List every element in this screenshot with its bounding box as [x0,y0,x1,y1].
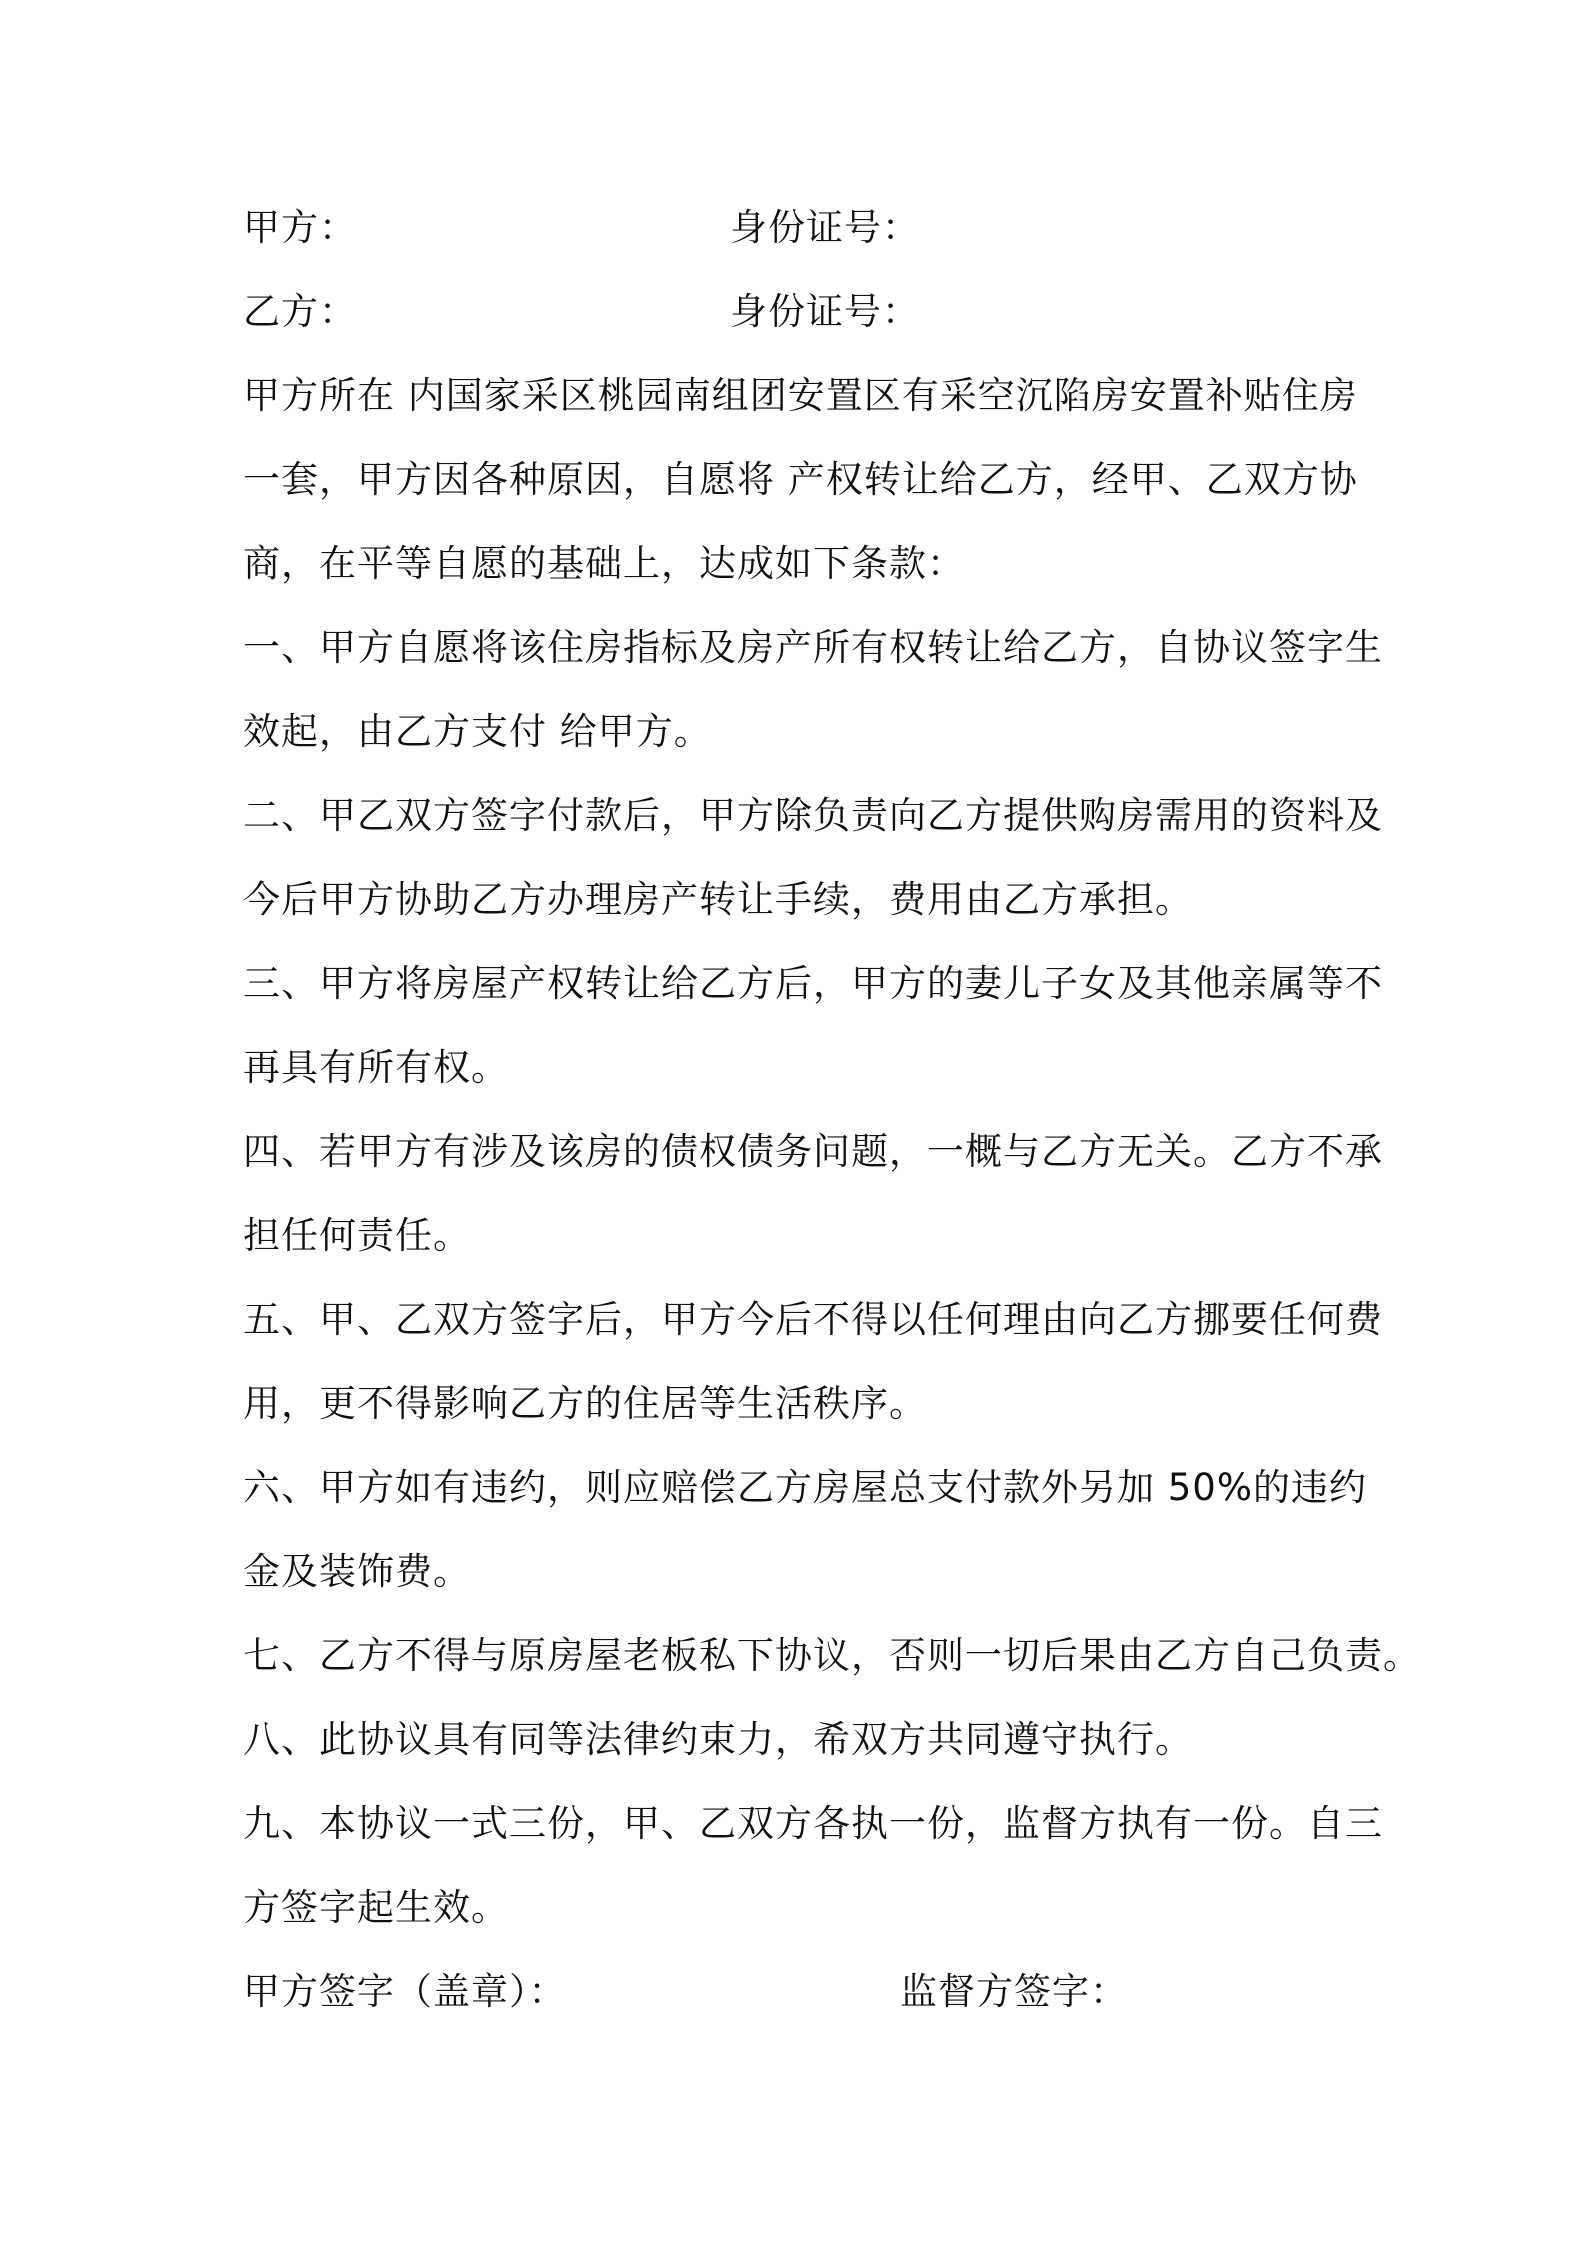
party-b-label: 乙方： [243,290,357,333]
clause-6-line: 六、甲方如有违约，则应赔偿乙方房屋总支付款外另加 50%的违约 [243,1466,1367,1509]
supervisor-signature-label: 监督方签字： [900,1970,1128,2013]
signature-row [243,1950,1363,2034]
body-line: 一套，甲方因各种原因，自愿将 产权转让给乙方，经甲、乙双方协 [243,458,1358,501]
clause-5-line: 用，更不得影响乙方的住居等生活秩序。 [243,1382,927,1425]
clause-6-line: 金及装饰费。 [243,1550,471,1593]
clause-1-line: 效起，由乙方支付 给甲方。 [243,710,712,753]
clause-8-line: 八、此协议具有同等法律约束力，希双方共同遵守执行。 [243,1718,1193,1761]
party-a-signature-label: 甲方签字（盖章）： [243,1970,567,2013]
party-b-row [243,270,1363,354]
clause-9-line: 方签字起生效。 [243,1886,509,1929]
party-a-id-label: 身份证号： [730,206,920,249]
party-b-id-label: 身份证号： [730,290,920,333]
clause-7-line: 七、乙方不得与原房屋老板私下协议，否则一切后果由乙方自己负责。 [243,1634,1421,1677]
body-line: 商，在平等自愿的基础上，达成如下条款： [243,542,965,585]
clause-4-line: 担任何责任。 [243,1214,471,1257]
clause-3-line: 三、甲方将房屋产权转让给乙方后，甲方的妻儿子女及其他亲属等不 [243,962,1383,1005]
clause-5-line: 五、甲、乙双方签字后，甲方今后不得以任何理由向乙方挪要任何费 [243,1298,1383,1341]
party-a-label: 甲方： [243,206,357,249]
clause-1-line: 一、甲方自愿将该住房指标及房产所有权转让给乙方，自协议签字生 [243,626,1383,669]
body-line: 甲方所在 内国家采区桃园南组团安置区有采空沉陷房安置补贴住房 [243,374,1358,417]
clause-9-line: 九、本协议一式三份，甲、乙双方各执一份，监督方执有一份。自三 [243,1802,1383,1845]
clause-2-line: 二、甲乙双方签字付款后，甲方除负责向乙方提供购房需用的资料及 [243,794,1383,837]
clause-2-line: 今后甲方协助乙方办理房产转让手续，费用由乙方承担。 [243,878,1193,921]
clause-3-line: 再具有所有权。 [243,1046,509,1089]
party-a-row [243,186,1363,270]
clause-4-line: 四、若甲方有涉及该房的债权债务问题，一概与乙方无关。乙方不承 [243,1130,1383,1173]
